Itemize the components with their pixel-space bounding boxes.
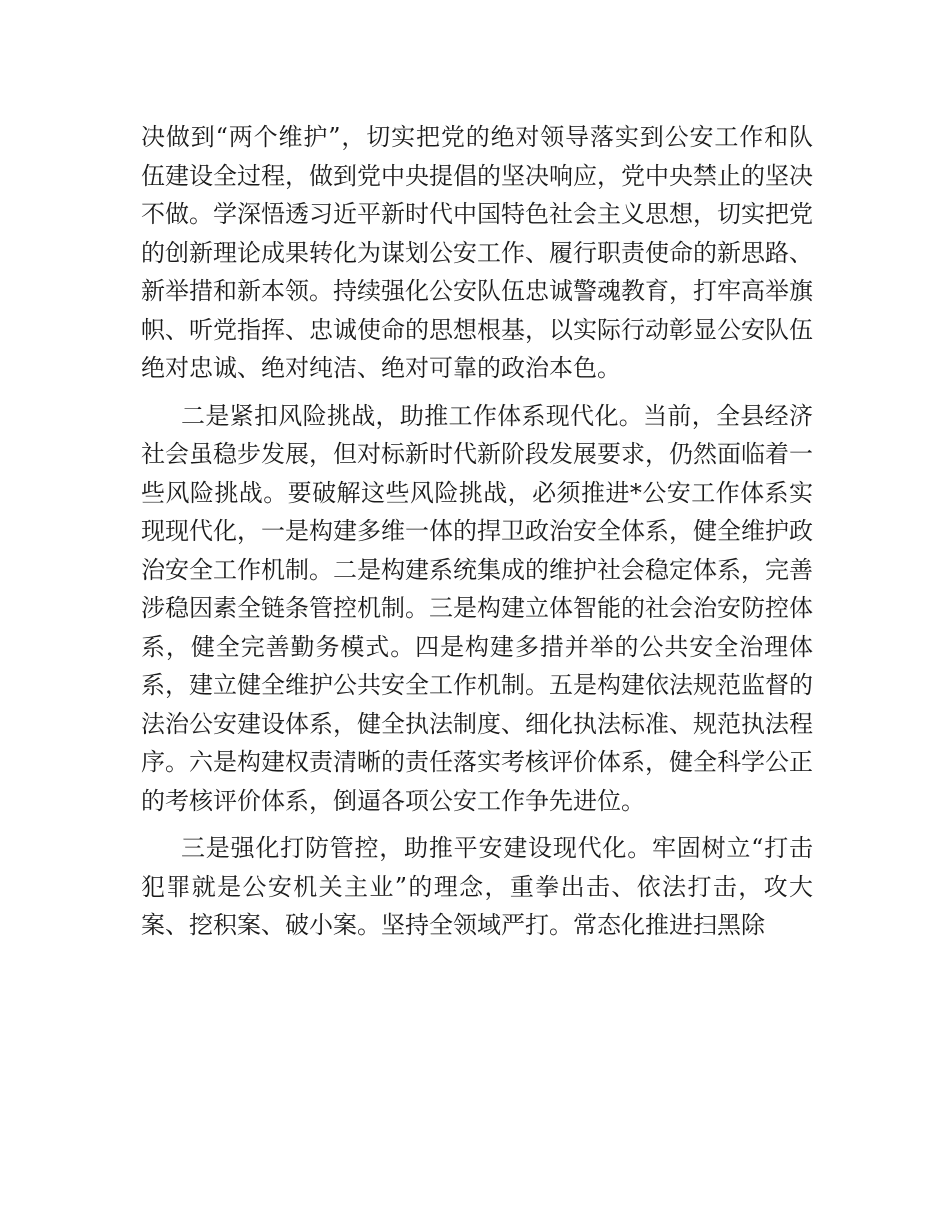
- paragraph-2: 二是紧扣风险挑战，助推工作体系现代化。当前，全县经济社会虽稳步发展，但对标新时代新阶段发展要求，仍然面临着一些风险挑战。要破解这些风险挑战，必须推进*公安工作体系实现现代化，一是构建多维一体的捍卫政治安全体系，健全维护政治安全工作机制。二是构建系统集成的维护社会稳定体系，完善涉稳因素全链条管控机制。三是构建立体智能的社会治安防控体系，健全完善勤务模式。四是构建多措并举的公共安全治理体系，建立健全维护公共安全工作机制。五是构建依法规范监督的法治公安建设体系，健全执法制度、细化执法标准、规范执法程序。六是构建权责清晰的责任落实考核评价体系，健全科学公正的考核评价体系，倒逼各项公安工作争先进位。: [141, 401, 813, 815]
- paragraph-1: 决做到“两个维护”，切实把党的绝对领导落实到公安工作和队伍建设全过程，做到党中央提倡的坚决响应，党中央禁止的坚决不做。学深悟透习近平新时代中国特色社会主义思想，切实把党的创新理论成果转化为谋划公安工作、履行职责使命的新思路、新举措和新本领。持续强化公安队伍忠诚警魂教育，打牢高举旗帜、听党指挥、忠诚使命的思想根基，以实际行动彰显公安队伍绝对忠诚、绝对纯洁、绝对可靠的政治本色。: [141, 123, 813, 382]
- paragraph-3: 三是强化打防管控，助推平安建设现代化。牢固树立“打击犯罪就是公安机关主业”的理念，重拳出击、依法打击，攻大案、挖积案、破小案。坚持全领域严打。常态化推进扫黑除: [141, 834, 813, 939]
- document-body: [141, 118, 813, 945]
